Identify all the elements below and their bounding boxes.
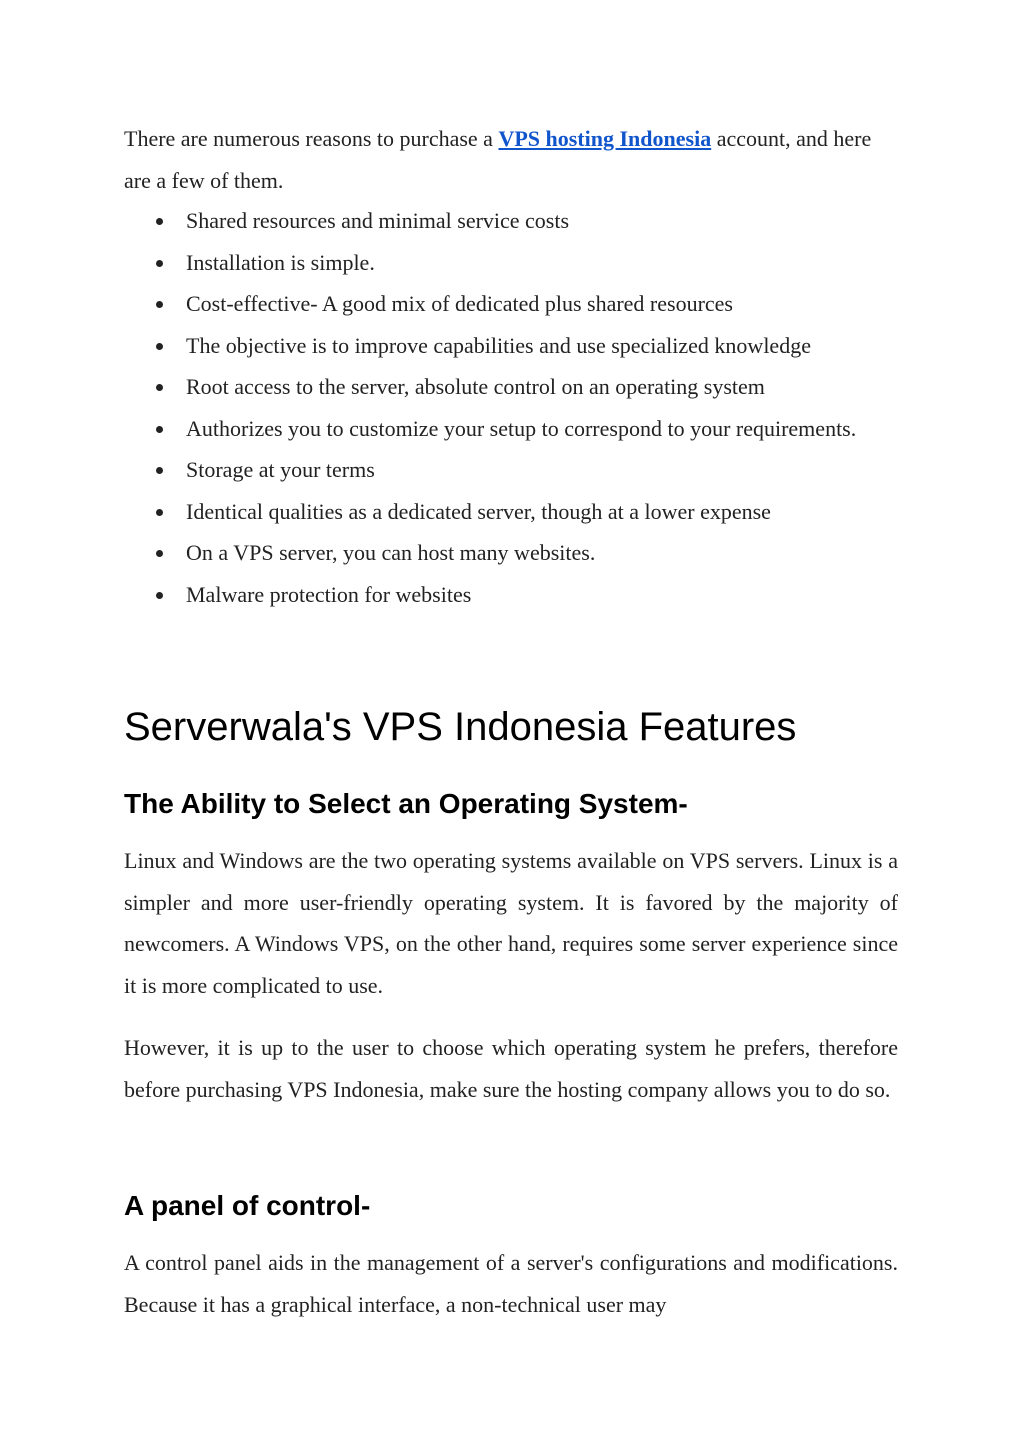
section-heading-control-panel: A panel of control- (124, 1190, 371, 1221)
list-item-text: Authorizes you to customize your setup to correspond to your requirements. (186, 415, 857, 441)
main-heading: Serverwala's VPS Indonesia Features (124, 705, 797, 749)
bullet-dot-icon (156, 260, 163, 267)
list-item-text: Identical qualities as a dedicated server, though at a lower expense (186, 498, 771, 524)
bullet-dot-icon (156, 343, 163, 350)
bullet-dot-icon (156, 592, 163, 599)
list-item-text: The objective is to improve capabilities and use specialized knowledge (186, 332, 811, 358)
list-item (124, 408, 898, 450)
vps-hosting-indonesia-link[interactable]: VPS hosting Indonesia (498, 126, 712, 151)
list-item-text: Malware protection for websites (186, 581, 472, 607)
list-item (124, 491, 898, 533)
bullet-dot-icon (156, 301, 163, 308)
list-item-text: Installation is simple. (186, 249, 375, 275)
control-panel-paragraph: A control panel aids in the management of a server's configurations and modifications. Because it has a graphical interface, a non-technical user may (124, 1250, 898, 1317)
intro-text-before-link: There are numerous reasons to purchase a (124, 126, 499, 151)
list-item (124, 449, 898, 491)
bullet-dot-icon (156, 550, 163, 557)
intro-paragraph (124, 118, 898, 201)
bullet-dot-icon (156, 218, 163, 225)
bullet-dot-icon (156, 384, 163, 391)
list-item (124, 283, 898, 325)
list-item (124, 532, 898, 574)
bullet-dot-icon (156, 467, 163, 474)
list-item-text: Root access to the server, absolute control on an operating system (186, 374, 765, 399)
list-item (124, 325, 898, 367)
bullet-dot-icon (156, 426, 163, 433)
section-heading-operating-system: The Ability to Select an Operating System- (124, 788, 688, 819)
list-item-text: Cost-effective- A good mix of dedicated plus shared resources (186, 291, 733, 316)
list-item (124, 242, 898, 284)
list-item-text: Shared resources and minimal service costs (186, 208, 570, 233)
reasons-bullet-list (124, 200, 898, 615)
bullet-dot-icon (156, 509, 163, 516)
list-item-text: Storage at your terms (186, 457, 375, 482)
list-item-text: On a VPS server, you can host many websites. (186, 540, 596, 565)
intro-text-after-link: account, and here are a few of them. (124, 126, 872, 193)
list-item (124, 366, 898, 408)
list-item (124, 574, 898, 616)
os-paragraph-1: Linux and Windows are the two operating systems available on VPS servers. Linux is a simpler and more user-friendly operating system. It is favored by the majority of newcomers. A Windows VPS, on the other hand, requires some server experience since it is more complicated to use. (124, 848, 898, 998)
os-paragraph-2: However, it is up to the user to choose which operating system he prefers, therefore before purchasing VPS Indonesia, make sure the hosting company allows you to do so. (124, 1035, 898, 1102)
list-item (124, 200, 898, 242)
